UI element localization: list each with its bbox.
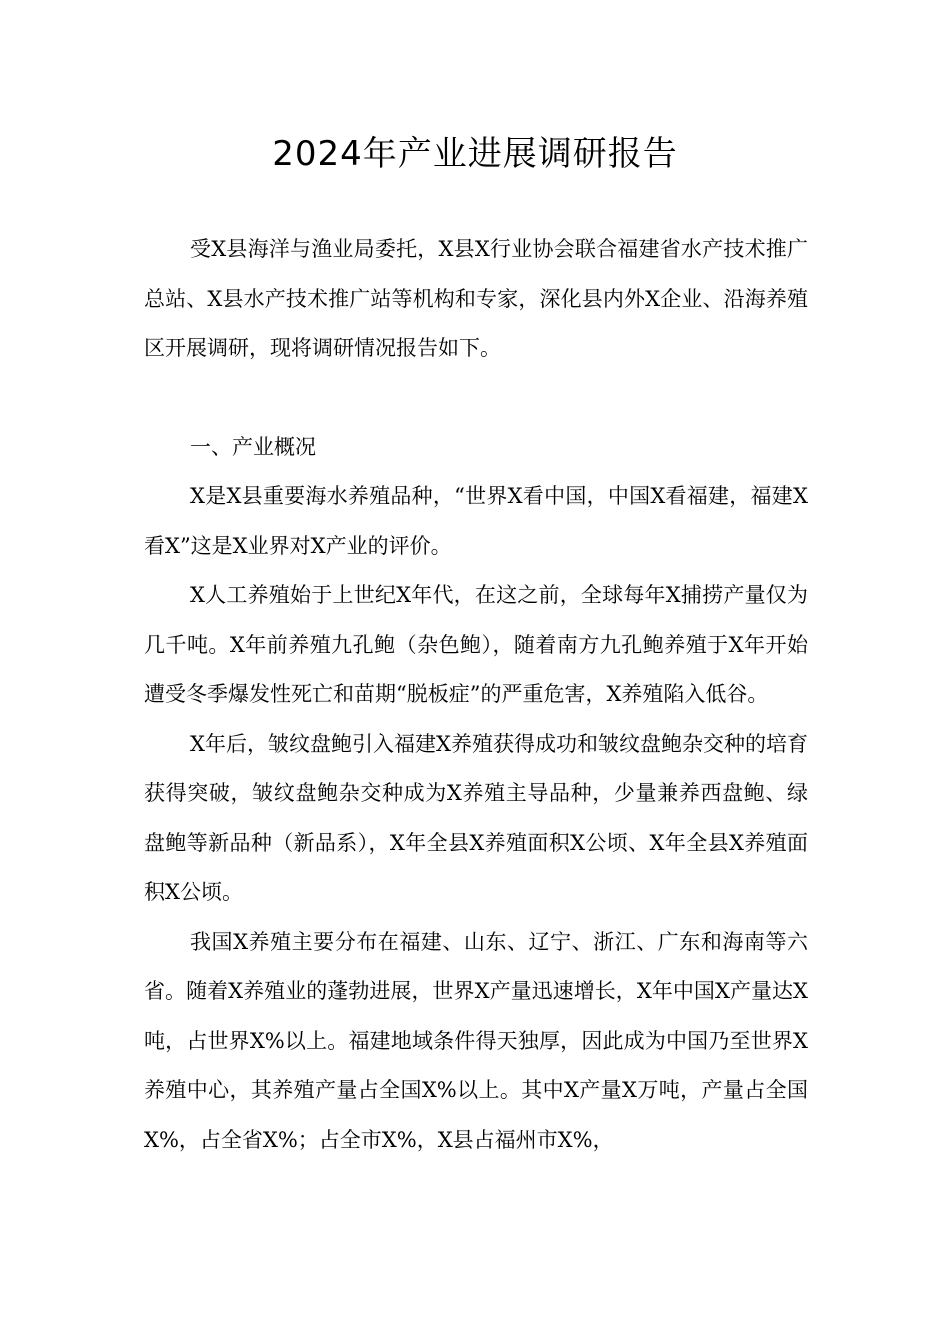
section-heading: 一、产业概况 [190, 434, 316, 459]
body-paragraph: X人工养殖始于上世纪X年代，在这之前，全球每年X捕捞产量仅为几千吨。X年前养殖九孔鲍（杂色鲍），随着南方九孔鲍养殖于X年开始遭受冬季爆发性死亡和苗期“脱板症”的严重危害，X养殖陷入低谷。 [144, 583, 808, 706]
body-paragraph: 我国X养殖主要分布在福建、山东、辽宁、浙江、广东和海南等六省。随着X养殖业的蓬勃进展，世界X产量迅速增长，X年中国X产量达X吨，占世界X%以上。福建地域条件得天独厚，因此成为中国乃至世界X养殖中心，其养殖产量占全国X%以上。其中X产量X万吨，产量占全国X%，占全省X%；占全市X%，X县占福州市X%， [144, 929, 808, 1152]
intro-paragraph: 受X县海洋与渔业局委托，X县X行业协会联合福建省水产技术推广总站、X县水产技术推广站等机构和专家，深化县内外X企业、沿海养殖区开展调研，现将调研情况报告如下。 [144, 237, 808, 360]
body-paragraph: X是X县重要海水养殖品种，“世界X看中国，中国X看福建，福建X看X”这是X业界对X产业的评价。 [144, 484, 808, 558]
body-paragraph: X年后，皱纹盘鲍引入福建X养殖获得成功和皱纹盘鲍杂交种的培育获得突破，皱纹盘鲍杂交种成为X养殖主导品种，少量兼养西盘鲍、绿盘鲍等新品种（新品系），X年全县X养殖面积X公顷、X年全县X养殖面积X公顷。 [144, 731, 808, 904]
document-title: 2024年产业进展调研报告 [272, 134, 678, 174]
document-body [144, 225, 808, 1165]
